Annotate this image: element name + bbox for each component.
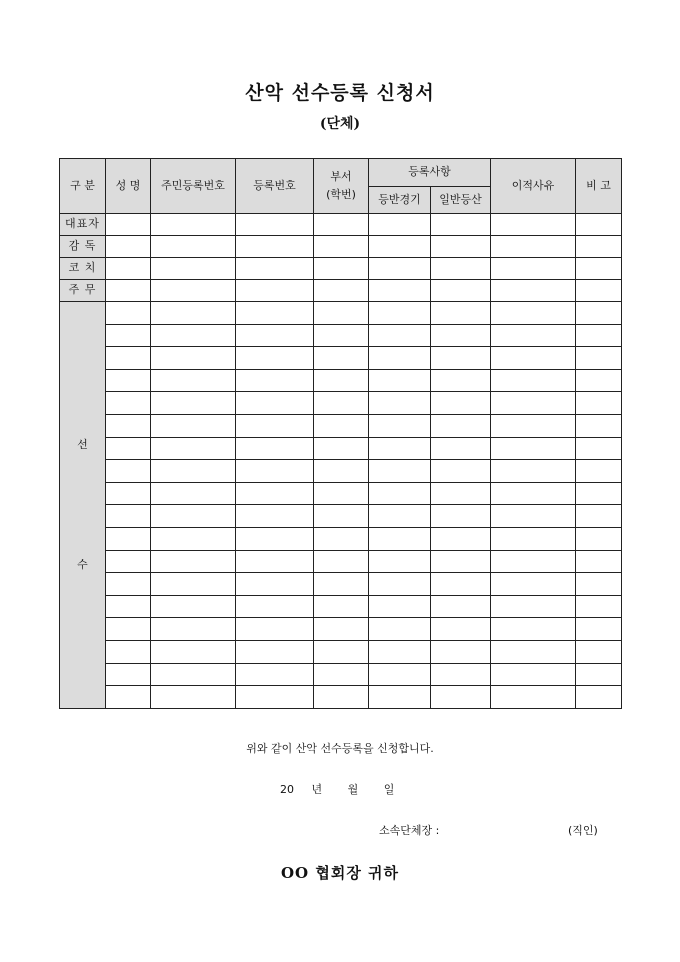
blank-entry-cell[interactable] [431,347,491,370]
blank-entry-cell[interactable] [314,347,369,370]
blank-entry-cell[interactable] [236,460,314,483]
player-row [60,573,622,596]
blank-entry-cell[interactable] [151,280,236,302]
header-department [314,159,369,214]
blank-entry-cell[interactable] [369,573,431,596]
player-row [60,618,622,641]
blank-entry-cell[interactable] [491,324,576,347]
blank-entry-cell[interactable] [151,686,236,709]
blank-entry-cell[interactable] [236,236,314,258]
blank-entry-cell[interactable] [491,618,576,641]
staff-row [60,258,622,280]
blank-entry-cell[interactable] [491,640,576,663]
blank-entry-cell[interactable] [431,460,491,483]
blank-entry-cell[interactable] [491,302,576,325]
blank-entry-cell[interactable] [236,618,314,641]
blank-entry-cell[interactable] [491,482,576,505]
blank-entry-cell[interactable] [491,369,576,392]
blank-entry-cell[interactable] [151,236,236,258]
blank-entry-cell[interactable] [314,595,369,618]
blank-entry-cell[interactable] [491,663,576,686]
blank-entry-cell[interactable] [236,258,314,280]
blank-entry-cell[interactable] [369,460,431,483]
blank-entry-cell[interactable] [151,482,236,505]
blank-entry-cell[interactable] [491,686,576,709]
blank-entry-cell[interactable] [151,527,236,550]
blank-entry-cell[interactable] [369,236,431,258]
staff-row [60,236,622,258]
blank-entry-cell[interactable] [369,437,431,460]
player-row [60,414,622,437]
blank-entry-cell[interactable] [491,258,576,280]
players-label [60,302,106,709]
blank-entry-cell[interactable] [314,302,369,325]
player-row [60,550,622,573]
blank-entry-cell[interactable] [236,324,314,347]
player-row [60,369,622,392]
blank-entry-cell[interactable] [491,280,576,302]
addressee: OO 협회장 귀하 [280,864,400,882]
staff-role-label: 코 치 [60,258,106,280]
blank-entry-cell[interactable] [314,236,369,258]
blank-entry-cell[interactable] [369,595,431,618]
seal-label: (직인) [568,824,598,837]
blank-entry-cell[interactable] [576,280,622,302]
blank-entry-cell[interactable] [236,437,314,460]
blank-entry-cell[interactable] [314,369,369,392]
blank-entry-cell[interactable] [491,527,576,550]
blank-entry-cell[interactable] [314,618,369,641]
blank-entry-cell[interactable] [106,280,151,302]
blank-entry-cell[interactable] [491,347,576,370]
blank-entry-cell[interactable] [576,236,622,258]
blank-entry-cell[interactable] [314,324,369,347]
blank-entry-cell[interactable] [431,595,491,618]
players-label-top: 선 [77,437,88,451]
application-statement: 위와 같이 산악 선수등록을 신청합니다. [246,742,434,755]
blank-entry-cell[interactable] [576,460,622,483]
blank-entry-cell[interactable] [151,214,236,236]
player-row [60,505,622,528]
form-subtitle: (단체) [319,116,361,132]
blank-entry-cell[interactable] [431,258,491,280]
player-row [60,640,622,663]
blank-entry-cell[interactable] [576,573,622,596]
blank-entry-cell[interactable] [431,505,491,528]
blank-entry-cell[interactable] [491,505,576,528]
blank-entry-cell[interactable] [236,686,314,709]
blank-entry-cell[interactable] [151,550,236,573]
blank-entry-cell[interactable] [576,258,622,280]
header-transfer-reason: 이적사유 [491,159,576,214]
date-day: 일 [383,783,395,796]
blank-entry-cell[interactable] [491,214,576,236]
blank-entry-cell[interactable] [576,663,622,686]
blank-entry-cell[interactable] [431,618,491,641]
blank-entry-cell[interactable] [431,414,491,437]
header-category: 구 분 [60,159,106,214]
blank-entry-cell[interactable] [236,550,314,573]
blank-entry-cell[interactable] [106,369,151,392]
blank-entry-cell[interactable] [369,302,431,325]
blank-entry-cell[interactable] [431,236,491,258]
player-row [60,437,622,460]
blank-entry-cell[interactable] [106,663,151,686]
blank-entry-cell[interactable] [106,686,151,709]
header-general-climbing: 일반등산 [431,187,491,214]
blank-entry-cell[interactable] [236,505,314,528]
header-remarks: 비 고 [576,159,622,214]
blank-entry-cell[interactable] [576,640,622,663]
players-label-bottom: 수 [77,557,88,571]
signature-label: 소속단체장 : [379,824,440,837]
staff-role-label: 주 무 [60,280,106,302]
player-row [60,482,622,505]
blank-entry-cell[interactable] [369,392,431,415]
blank-entry-cell[interactable] [369,414,431,437]
blank-entry-cell[interactable] [576,527,622,550]
blank-entry-cell[interactable] [106,527,151,550]
header-department-line2: (학번) [326,187,356,201]
blank-entry-cell[interactable] [431,324,491,347]
blank-entry-cell[interactable] [369,258,431,280]
blank-entry-cell[interactable] [314,640,369,663]
blank-entry-cell[interactable] [576,214,622,236]
header-resident-id: 주민등록번호 [151,159,236,214]
blank-entry-cell[interactable] [314,214,369,236]
blank-entry-cell[interactable] [431,527,491,550]
blank-entry-cell[interactable] [576,505,622,528]
blank-entry-cell[interactable] [369,280,431,302]
blank-entry-cell[interactable] [431,214,491,236]
player-row [60,392,622,415]
registration-table [59,158,622,709]
blank-entry-cell[interactable] [106,595,151,618]
blank-entry-cell[interactable] [576,414,622,437]
blank-entry-cell[interactable] [314,437,369,460]
blank-entry-cell[interactable] [431,369,491,392]
blank-entry-cell[interactable] [369,550,431,573]
blank-entry-cell[interactable] [491,414,576,437]
staff-row [60,280,622,302]
blank-entry-cell[interactable] [106,550,151,573]
player-row [60,324,622,347]
blank-entry-cell[interactable] [106,640,151,663]
blank-entry-cell[interactable] [106,573,151,596]
blank-entry-cell[interactable] [576,347,622,370]
player-row [60,663,622,686]
blank-entry-cell[interactable] [236,302,314,325]
blank-entry-cell[interactable] [151,505,236,528]
blank-entry-cell[interactable] [314,460,369,483]
blank-entry-cell[interactable] [314,414,369,437]
blank-entry-cell[interactable] [431,573,491,596]
blank-entry-cell[interactable] [314,258,369,280]
blank-entry-cell[interactable] [576,437,622,460]
header-reg-number: 등록번호 [236,159,314,214]
blank-entry-cell[interactable] [106,392,151,415]
blank-entry-cell[interactable] [576,595,622,618]
blank-entry-cell[interactable] [369,214,431,236]
player-row [60,460,622,483]
blank-entry-cell[interactable] [106,414,151,437]
blank-entry-cell[interactable] [314,527,369,550]
blank-entry-cell[interactable] [151,640,236,663]
blank-entry-cell[interactable] [576,392,622,415]
blank-entry-cell[interactable] [236,347,314,370]
blank-entry-cell[interactable] [151,573,236,596]
blank-entry-cell[interactable] [576,550,622,573]
blank-entry-cell[interactable] [236,663,314,686]
blank-entry-cell[interactable] [314,392,369,415]
blank-entry-cell[interactable] [106,302,151,325]
blank-entry-cell[interactable] [106,258,151,280]
blank-entry-cell[interactable] [491,437,576,460]
blank-entry-cell[interactable] [151,414,236,437]
blank-entry-cell[interactable] [106,505,151,528]
blank-entry-cell[interactable] [106,324,151,347]
form-title: 산악 선수등록 신청서 [245,82,435,104]
blank-entry-cell[interactable] [236,595,314,618]
player-row [60,595,622,618]
player-row [60,347,622,370]
blank-entry-cell[interactable] [106,214,151,236]
blank-entry-cell[interactable] [431,437,491,460]
header-name: 성 명 [106,159,151,214]
blank-entry-cell[interactable] [576,482,622,505]
blank-entry-cell[interactable] [106,618,151,641]
blank-entry-cell[interactable] [431,550,491,573]
header-climbing-competition: 등반경기 [369,187,431,214]
date-year-prefix: 20 [280,783,294,796]
header-department-line1: 부서 [330,170,352,184]
header-reg-details: 등록사항 [369,159,491,187]
blank-entry-cell[interactable] [236,392,314,415]
blank-entry-cell[interactable] [314,280,369,302]
blank-entry-cell[interactable] [369,324,431,347]
blank-entry-cell[interactable] [236,214,314,236]
blank-entry-cell[interactable] [431,280,491,302]
blank-entry-cell[interactable] [236,640,314,663]
blank-entry-cell[interactable] [236,369,314,392]
date-month: 월 [347,783,359,796]
blank-entry-cell[interactable] [314,550,369,573]
blank-entry-cell[interactable] [491,550,576,573]
blank-entry-cell[interactable] [431,302,491,325]
blank-entry-cell[interactable] [431,663,491,686]
blank-entry-cell[interactable] [369,347,431,370]
blank-entry-cell[interactable] [151,347,236,370]
blank-entry-cell[interactable] [369,527,431,550]
blank-entry-cell[interactable] [151,460,236,483]
blank-entry-cell[interactable] [151,324,236,347]
blank-entry-cell[interactable] [151,258,236,280]
blank-entry-cell[interactable] [236,280,314,302]
blank-entry-cell[interactable] [576,618,622,641]
blank-entry-cell[interactable] [151,302,236,325]
blank-entry-cell[interactable] [369,640,431,663]
blank-entry-cell[interactable] [314,573,369,596]
blank-entry-cell[interactable] [576,302,622,325]
blank-entry-cell[interactable] [314,686,369,709]
blank-entry-cell[interactable] [576,369,622,392]
blank-entry-cell[interactable] [151,663,236,686]
blank-entry-cell[interactable] [106,347,151,370]
blank-entry-cell[interactable] [491,595,576,618]
blank-entry-cell[interactable] [369,686,431,709]
player-row [60,527,622,550]
blank-entry-cell[interactable] [151,595,236,618]
blank-entry-cell[interactable] [491,460,576,483]
blank-entry-cell[interactable] [236,527,314,550]
blank-entry-cell[interactable] [576,686,622,709]
blank-entry-cell[interactable] [151,392,236,415]
blank-entry-cell[interactable] [576,324,622,347]
blank-entry-cell[interactable] [491,236,576,258]
blank-entry-cell[interactable] [106,460,151,483]
blank-entry-cell[interactable] [369,369,431,392]
blank-entry-cell[interactable] [491,573,576,596]
blank-entry-cell[interactable] [431,482,491,505]
blank-entry-cell[interactable] [236,482,314,505]
staff-row [60,214,622,236]
blank-entry-cell[interactable] [431,686,491,709]
blank-entry-cell[interactable] [314,482,369,505]
blank-entry-cell[interactable] [491,392,576,415]
player-row [60,302,622,325]
date-year: 년 [311,783,323,796]
blank-entry-cell[interactable] [236,414,314,437]
blank-entry-cell[interactable] [236,573,314,596]
blank-entry-cell[interactable] [369,618,431,641]
blank-entry-cell[interactable] [106,482,151,505]
blank-entry-cell[interactable] [314,505,369,528]
blank-entry-cell[interactable] [431,640,491,663]
blank-entry-cell[interactable] [314,663,369,686]
staff-role-label: 감 독 [60,236,106,258]
blank-entry-cell[interactable] [151,369,236,392]
staff-role-label: 대표자 [60,214,106,236]
player-row [60,686,622,709]
date-line [280,781,394,797]
blank-entry-cell[interactable] [151,618,236,641]
blank-entry-cell[interactable] [369,482,431,505]
blank-entry-cell[interactable] [369,663,431,686]
blank-entry-cell[interactable] [369,505,431,528]
blank-entry-cell[interactable] [106,236,151,258]
blank-entry-cell[interactable] [151,437,236,460]
blank-entry-cell[interactable] [106,437,151,460]
blank-entry-cell[interactable] [431,392,491,415]
